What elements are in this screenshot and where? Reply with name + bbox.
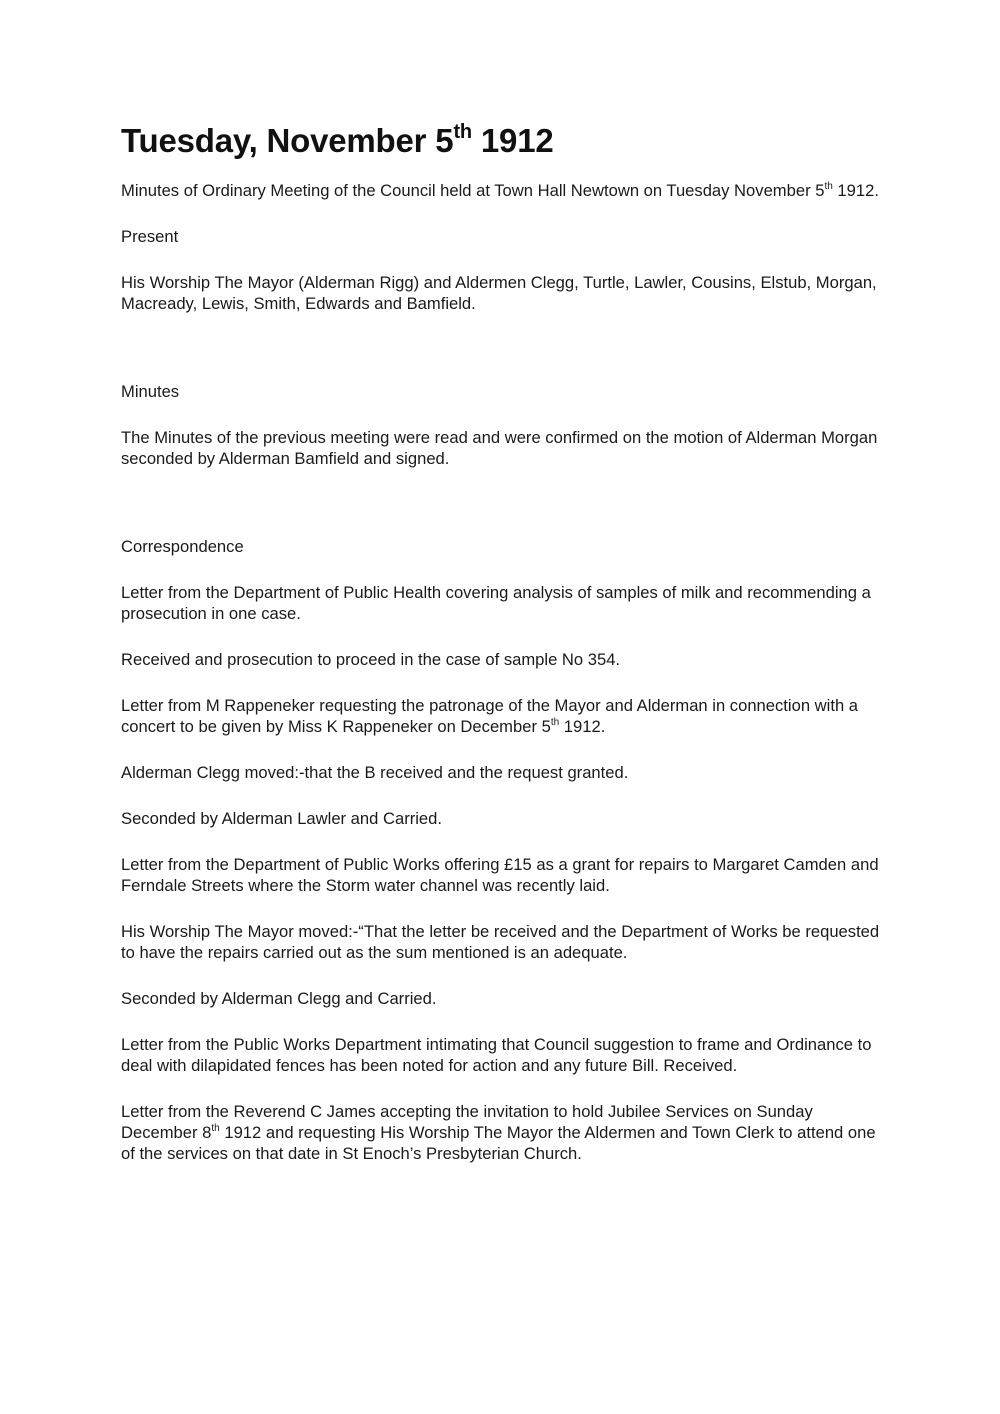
document-page (121, 118, 881, 1164)
title-text: Tuesday, November 5 (121, 122, 454, 159)
intro-text: Minutes of Ordinary Meeting of the Council held at Town Hall Newtown on Tuesday November 5 (121, 181, 825, 200)
correspondence-item-mayor-motion: His Worship The Mayor moved:-“That the letter be received and the Department of Works be requested to have the repairs carried out as the sum mentioned is an adequate. (121, 922, 880, 962)
rappeneker-superscript: th (550, 717, 560, 728)
jubilee-superscript: th (211, 1123, 220, 1134)
jubilee-text: Letter from the Reverend C James accepting the invitation to hold Jubilee Services on Sunday December 8 (121, 1102, 813, 1142)
jubilee-text-rest: 1912 and requesting His Worship The Mayor the Aldermen and Town Clerk to attend one of the services on that date in St Enoch’s Presbyterian Church. (121, 1123, 876, 1163)
correspondence-item-clegg-seconded: Seconded by Alderman Clegg and Carried. (121, 989, 437, 1008)
page-title (121, 118, 881, 164)
correspondence-item-rappeneker (121, 695, 881, 737)
correspondence-item-public-works: Letter from the Department of Public Works offering £15 as a grant for repairs to Margaret Camden and Ferndale Streets where the Storm water channel was recently laid. (121, 855, 879, 895)
present-paragraph: His Worship The Mayor (Alderman Rigg) and Aldermen Clegg, Turtle, Lawler, Cousins, Elstub, Morgan, Macready, Lewis, Smith, Edwards and Bamfield. (121, 273, 877, 313)
correspondence-item-prosecution: Received and prosecution to proceed in the case of sample No 354. (121, 650, 621, 669)
correspondence-item-clegg-motion: Alderman Clegg moved:-that the B received and the request granted. (121, 763, 629, 782)
correspondence-item-fences: Letter from the Public Works Department intimating that Council suggestion to frame and Ordinance to deal with dilapidated fences has been noted for action and any future Bill. Received. (121, 1035, 872, 1075)
correspondence-item-jubilee (121, 1101, 881, 1164)
correspondence-item-health: Letter from the Department of Public Health covering analysis of samples of milk and recommending a prosecution in one case. (121, 583, 871, 623)
title-superscript: th (453, 121, 472, 143)
rappeneker-text: Letter from M Rappeneker requesting the patronage of the Mayor and Alderman in connection with a concert to be given by Miss K Rappeneker on December 5 (121, 696, 859, 736)
intro-year: 1912. (832, 181, 879, 200)
rappeneker-year: 1912. (559, 717, 606, 736)
intro-paragraph (121, 180, 881, 201)
title-year: 1912 (471, 122, 554, 159)
present-heading: Present (121, 227, 179, 246)
correspondence-heading: Correspondence (121, 537, 244, 556)
correspondence-item-lawler-seconded: Seconded by Alderman Lawler and Carried. (121, 809, 443, 828)
intro-superscript: th (824, 181, 833, 192)
minutes-heading: Minutes (121, 382, 180, 401)
minutes-paragraph: The Minutes of the previous meeting were read and were confirmed on the motion of Alderman Morgan seconded by Alderman Bamfield and signed. (121, 428, 878, 468)
